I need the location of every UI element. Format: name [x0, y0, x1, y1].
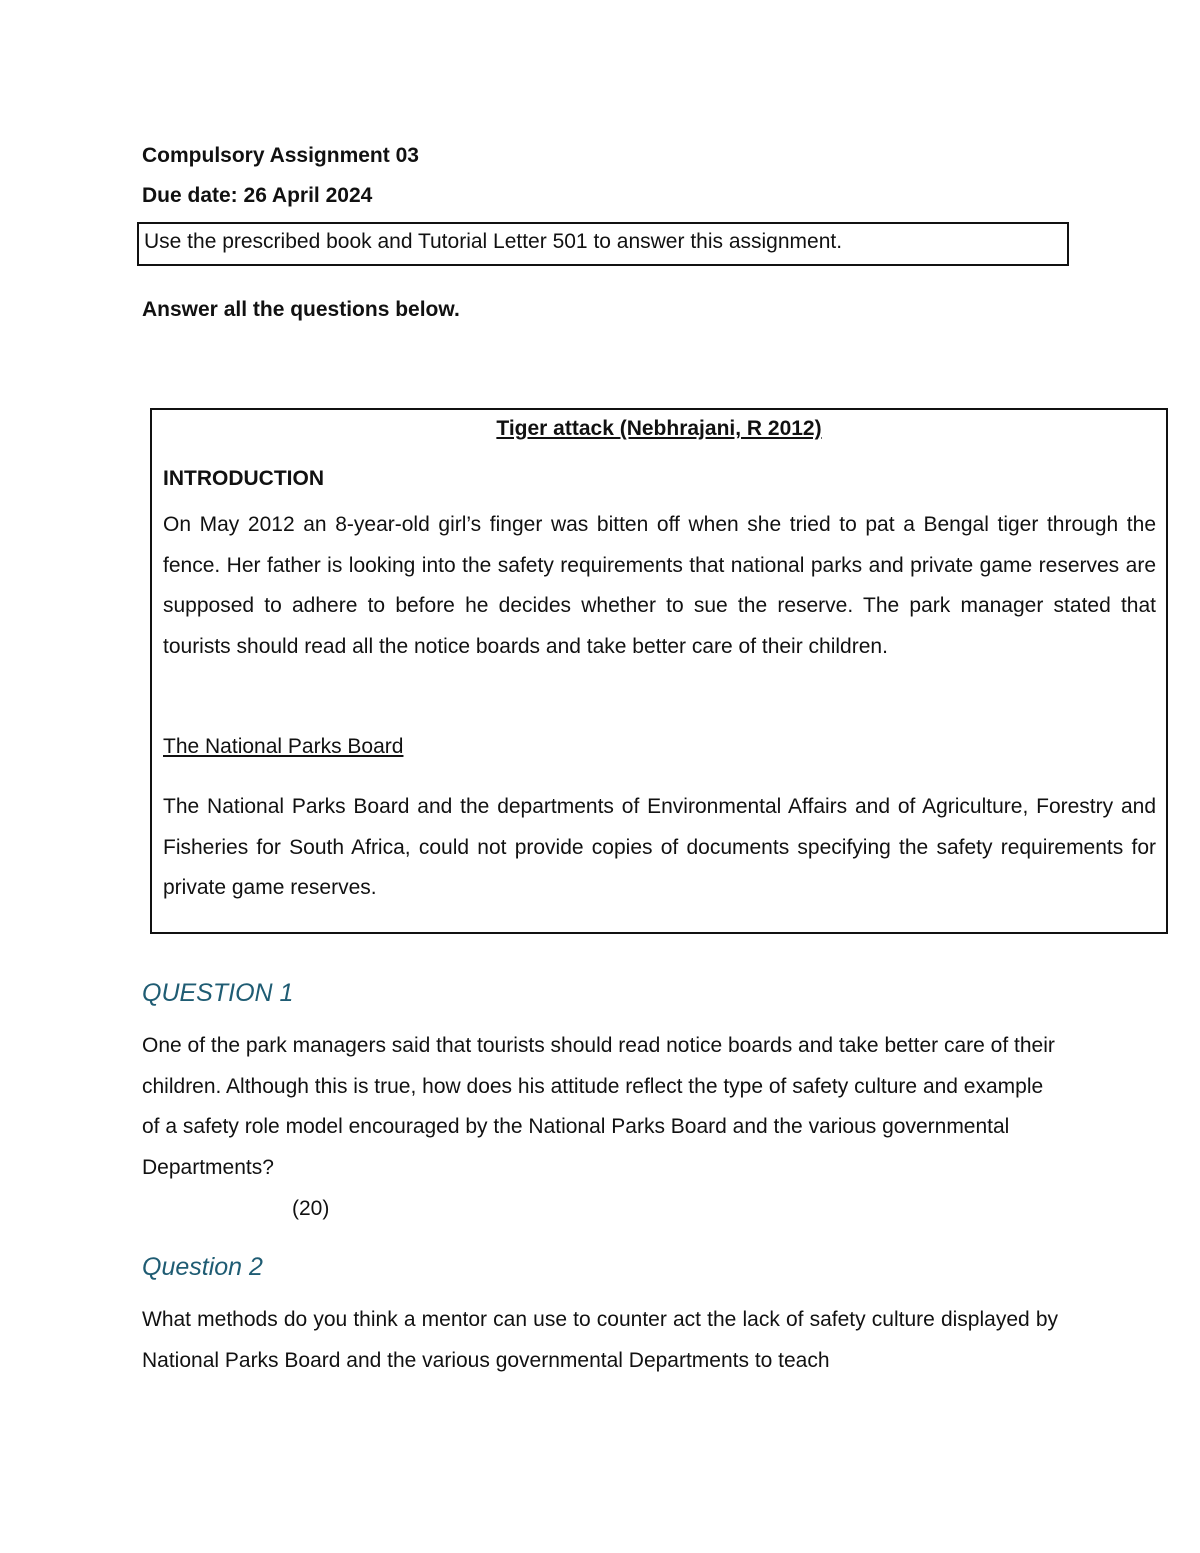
national-parks-board-paragraph: The National Parks Board and the departments of Environmental Affairs and of Agriculture, Forestry and Fisheries for South Africa, could not provide copies of documents specifying the safety requirements for private game reserves. — [163, 795, 1156, 900]
question-2-heading: Question 2 — [142, 1253, 263, 1281]
question-2-text: What methods do you think a mentor can use to counter act the lack of safety culture displayed by National Parks Board and the various governmental Departments to teach — [142, 1308, 1058, 1372]
introduction-paragraph: On May 2012 an 8-year-old girl’s finger was bitten off when she tried to pat a Bengal tiger through the fence. Her father is looking into the safety requirements that national parks and private game reserves are supposed to adhere to before he decides whether to sue the reserve. The park manager stated that tourists should read all the notice boards and take better care of their children. — [163, 513, 1156, 659]
national-parks-board-subheading: The National Parks Board — [163, 735, 404, 758]
question-1-text: One of the park managers said that tourists should read notice boards and take better care of their children. Although this is true, how does his attitude reflect the type of safety culture and example of a safety role model encouraged by the National Parks Board and the various governmental Departments? — [142, 1034, 1055, 1180]
case-study-title: Tiger attack (Nebhrajani, R 2012) — [496, 417, 822, 440]
assignment-title: Compulsory Assignment 03 — [142, 144, 419, 167]
due-date: Due date: 26 April 2024 — [142, 184, 373, 207]
case-study-box — [150, 408, 1168, 934]
instruction-box: Use the prescribed book and Tutorial Letter 501 to answer this assignment. — [137, 222, 1069, 266]
answer-all-instruction: Answer all the questions below. — [142, 298, 460, 321]
question-1-heading: QUESTION 1 — [142, 979, 294, 1007]
introduction-heading: INTRODUCTION — [163, 467, 324, 490]
question-1-marks: (20) — [292, 1197, 330, 1220]
